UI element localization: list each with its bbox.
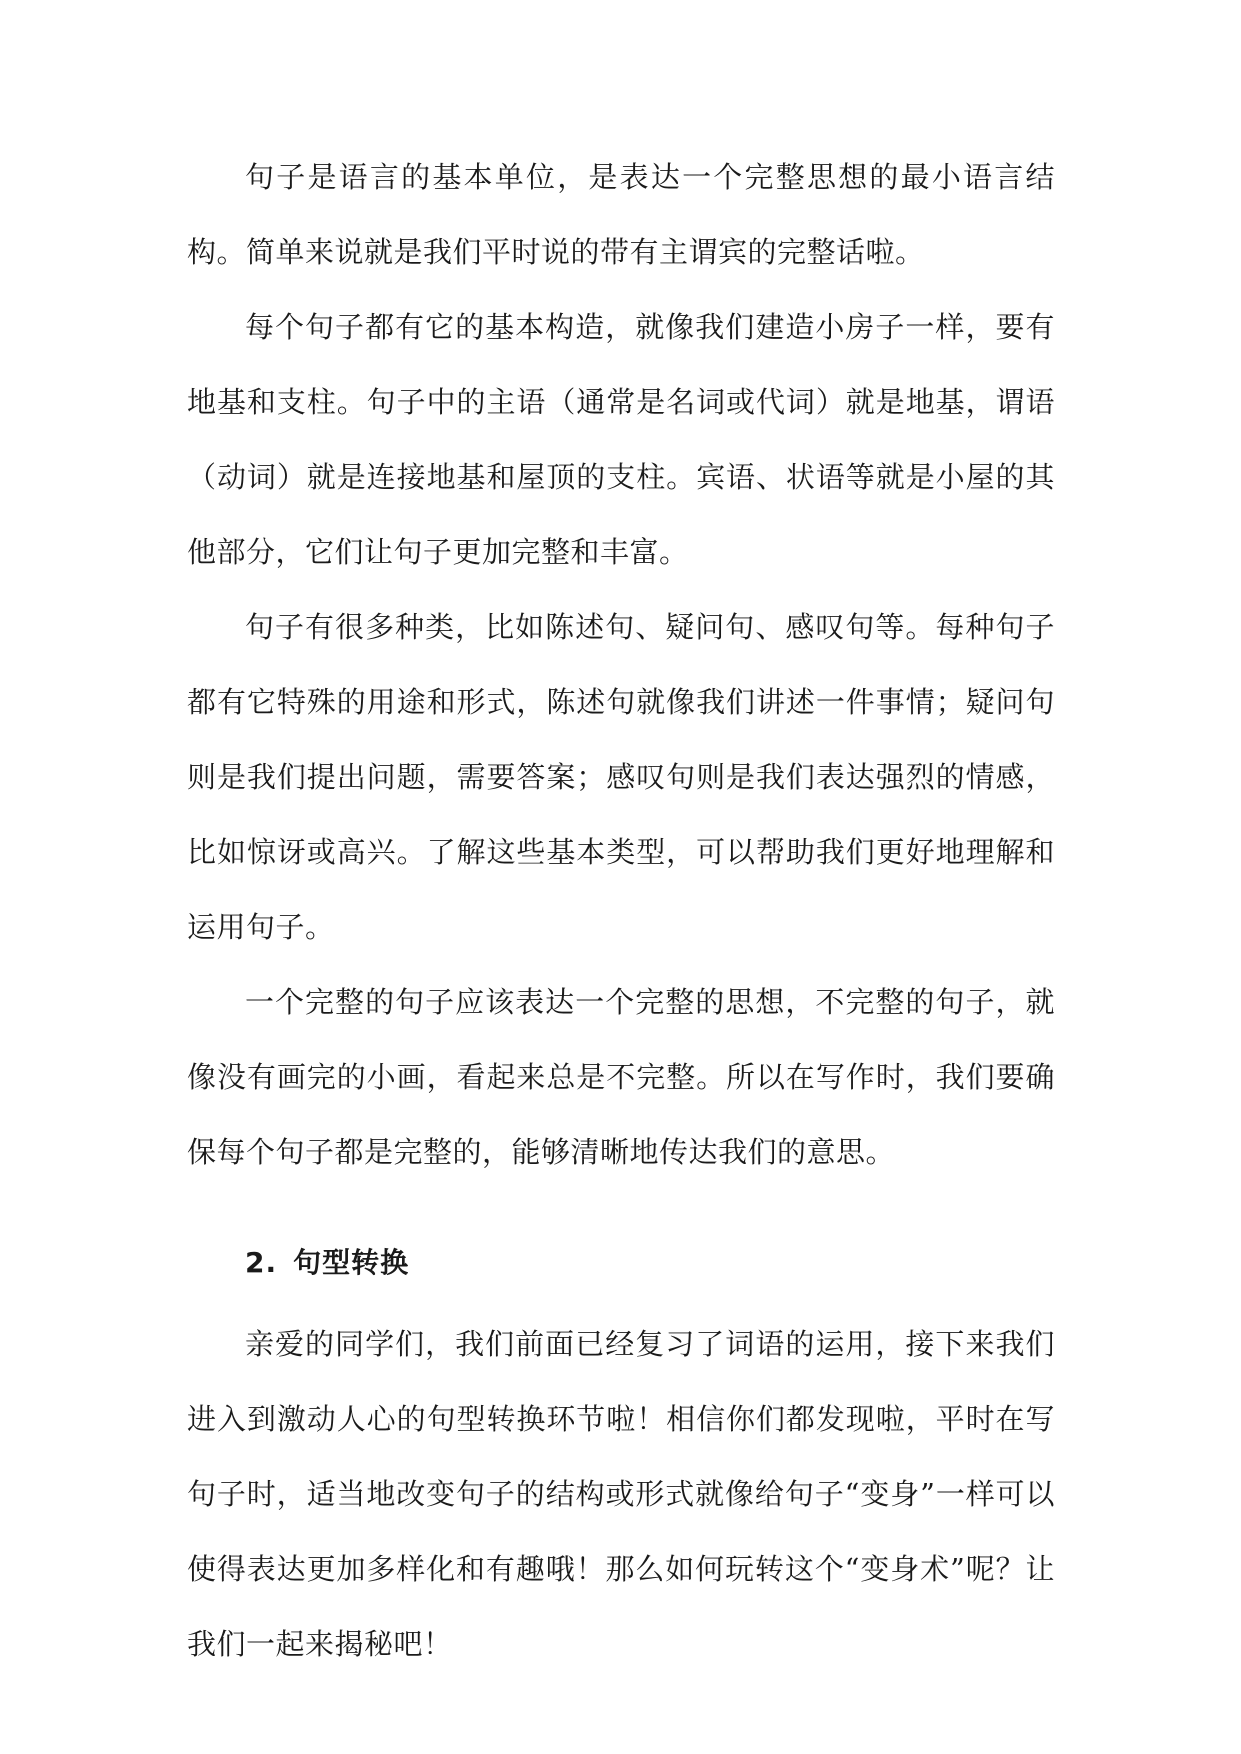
document-page <box>187 140 1055 1682</box>
paragraph-sentence-transformation-intro: 亲爱的同学们，我们前面已经复习了词语的运用，接下来我们进入到激动人心的句型转换环节啦！相信你们都发现啦，平时在写句子时，适当地改变句子的结构或形式就像给句子“变身”一样可以使得表达更加多样化和有趣哦！那么如何玩转这个“变身术”呢？让我们一起来揭秘吧！ <box>187 1327 1055 1661</box>
paragraph-sentence-structure: 每个句子都有它的基本构造，就像我们建造小房子一样，要有地基和支柱。句子中的主语（通常是名词或代词）就是地基，谓语（动词）就是连接地基和屋顶的支柱。宾语、状语等就是小屋的其他部分，它们让句子更加完整和丰富。 <box>187 310 1055 569</box>
paragraph-sentence-types: 句子有很多种类，比如陈述句、疑问句、感叹句等。每种句子都有它特殊的用途和形式，陈述句就像我们讲述一件事情；疑问句则是我们提出问题，需要答案；感叹句则是我们表达强烈的情感，比如惊讶或高兴。了解这些基本类型，可以帮助我们更好地理解和运用句子。 <box>187 610 1055 944</box>
section-heading <box>245 1243 1055 1283</box>
section-number: 2. <box>245 1246 278 1279</box>
paragraph-sentence-definition: 句子是语言的基本单位，是表达一个完整思想的最小语言结构。简单来说就是我们平时说的带有主谓宾的完整话啦。 <box>187 160 1055 269</box>
paragraph-complete-sentence: 一个完整的句子应该表达一个完整的思想，不完整的句子，就像没有画完的小画，看起来总是不完整。所以在写作时，我们要确保每个句子都是完整的，能够清晰地传达我们的意思。 <box>187 985 1055 1169</box>
section-title: 句型转换 <box>293 1246 410 1279</box>
